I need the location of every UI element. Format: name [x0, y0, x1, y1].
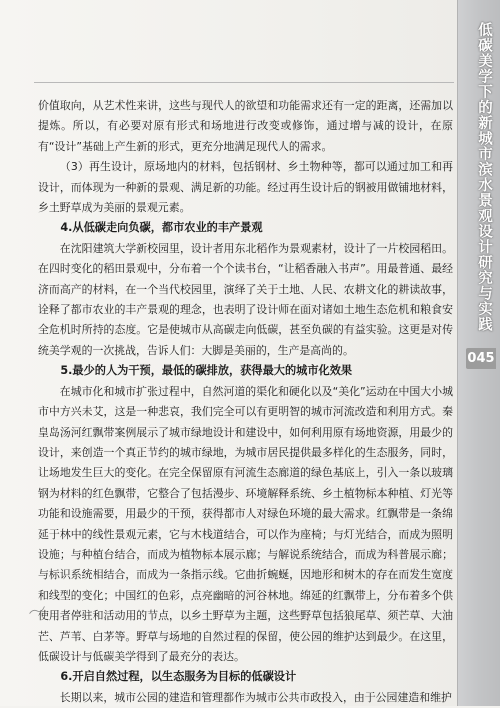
section-heading-6: 6.开启自然过程，以生态服务为目标的低碳设计 [60, 670, 297, 684]
paragraph-red-ribbon-park: 在城市化和城市扩张过程中，自然河道的渠化和硬化以及“美化”运动在中国大小城市中方兴未艾，这是一种悲哀，我们完全可以有更明智的城市河流改造和利用方式。秦皇岛汤河红飘带案例展示了城市绿地设计和建设中，如何利用原有场地资源，用最少的设计，来创造一个真正节约的城市绿地，为城市居民提供最多样化的生态服务，同时，让场地发生巨大的变化。在完全保留原有河流生态廊道的绿色基底上，引入一条以玻璃钢为材料的红色飘带，它整合了包括漫步、环境解释系统、乡土植物标本种植、灯光等功能和设施需要，用最少的干预，获得都市人对绿色环境的最大需求。红飘带是一条绵延于林中的线性景观元素，它与木栈道结合，可以作为座椅；与灯光结合，而成为照明设施；与种植台结合，而成为植物标本展示廊；与解说系统结合，而成为科普展示廊；与标识系统相结合，而成为一条指示线。它曲折蜿蜒，因地形和树木的存在而发生宽度和线型的变化；中国红的色彩，点亮幽暗的河谷林地。绵延的红飘带上，分布着多个供使用者停驻和活动用的节点，以乡土野草为主题，这些野草包括狼尾草、须芒草、大油芒、芦苇、白茅等。野草与场地的自然过程的保留，使公园的维护达到最少。在这里，低碳设计与低碳美学得到了最充分的表达。 [38, 384, 453, 663]
section-heading-5: 5.最少的人为干预，最低的碳排放，获得最大的城市化效果 [60, 364, 353, 378]
paragraph-urban-parks: 长期以来，城市公园的建造和管理都作为城市公共市政投入，由于公园建造和维护 [59, 690, 452, 704]
chapter-sidebar [457, 0, 500, 706]
paragraph-regenerative-design: （3）再生设计，原场地内的材料，包括钢材、乡土物种等，都可以通过加工和再设计，而体现为一种新的景观、满足新的功能。经过再生设计后的钢被用做铺地材料，乡土野草成为美丽的景观元素。 [38, 160, 453, 215]
section-heading-4: 4.从低碳走向负碳，都市农业的丰产景观 [60, 221, 263, 235]
header-divider [34, 82, 454, 83]
paragraph-value-orientation: 价值取向，从艺术性来讲，这些与现代人的欲望和功能需求还有一定的距离，还需加以提炼。所以，有必要对原有形式和场地进行改变或修饰，通过增与减的设计，在原有“设计”基础上产生新的形式，更充分地满足现代人的需求。 [38, 99, 453, 153]
page-body [38, 96, 453, 708]
chapter-title: 低碳美学下的新城市滨水景观设计研究与实践 [476, 22, 492, 332]
paragraph-campus-rice-field: 在沈阳建筑大学新校园里，设计者用东北稻作为景观素材，设计了一片校园稻田。在四时变化的稻田景观中，分布着一个个读书台，“让稻香融入书声”。用最普通、最经济而高产的材料，在一个当代校园里，演绎了关于土地、人民、农耕文化的耕读故事，诠释了都市农业的丰产景观的理念，也表明了设计师在面对诸如土地生态危机和粮食安全危机时所持的态度。它是使城市从高碳走向低碳，甚至负碳的有益实验。这更是对传统美学观的一次挑战，告诉人们：大脚是美丽的，生产是高尚的。 [38, 241, 453, 357]
page-number: 045 [466, 348, 496, 369]
